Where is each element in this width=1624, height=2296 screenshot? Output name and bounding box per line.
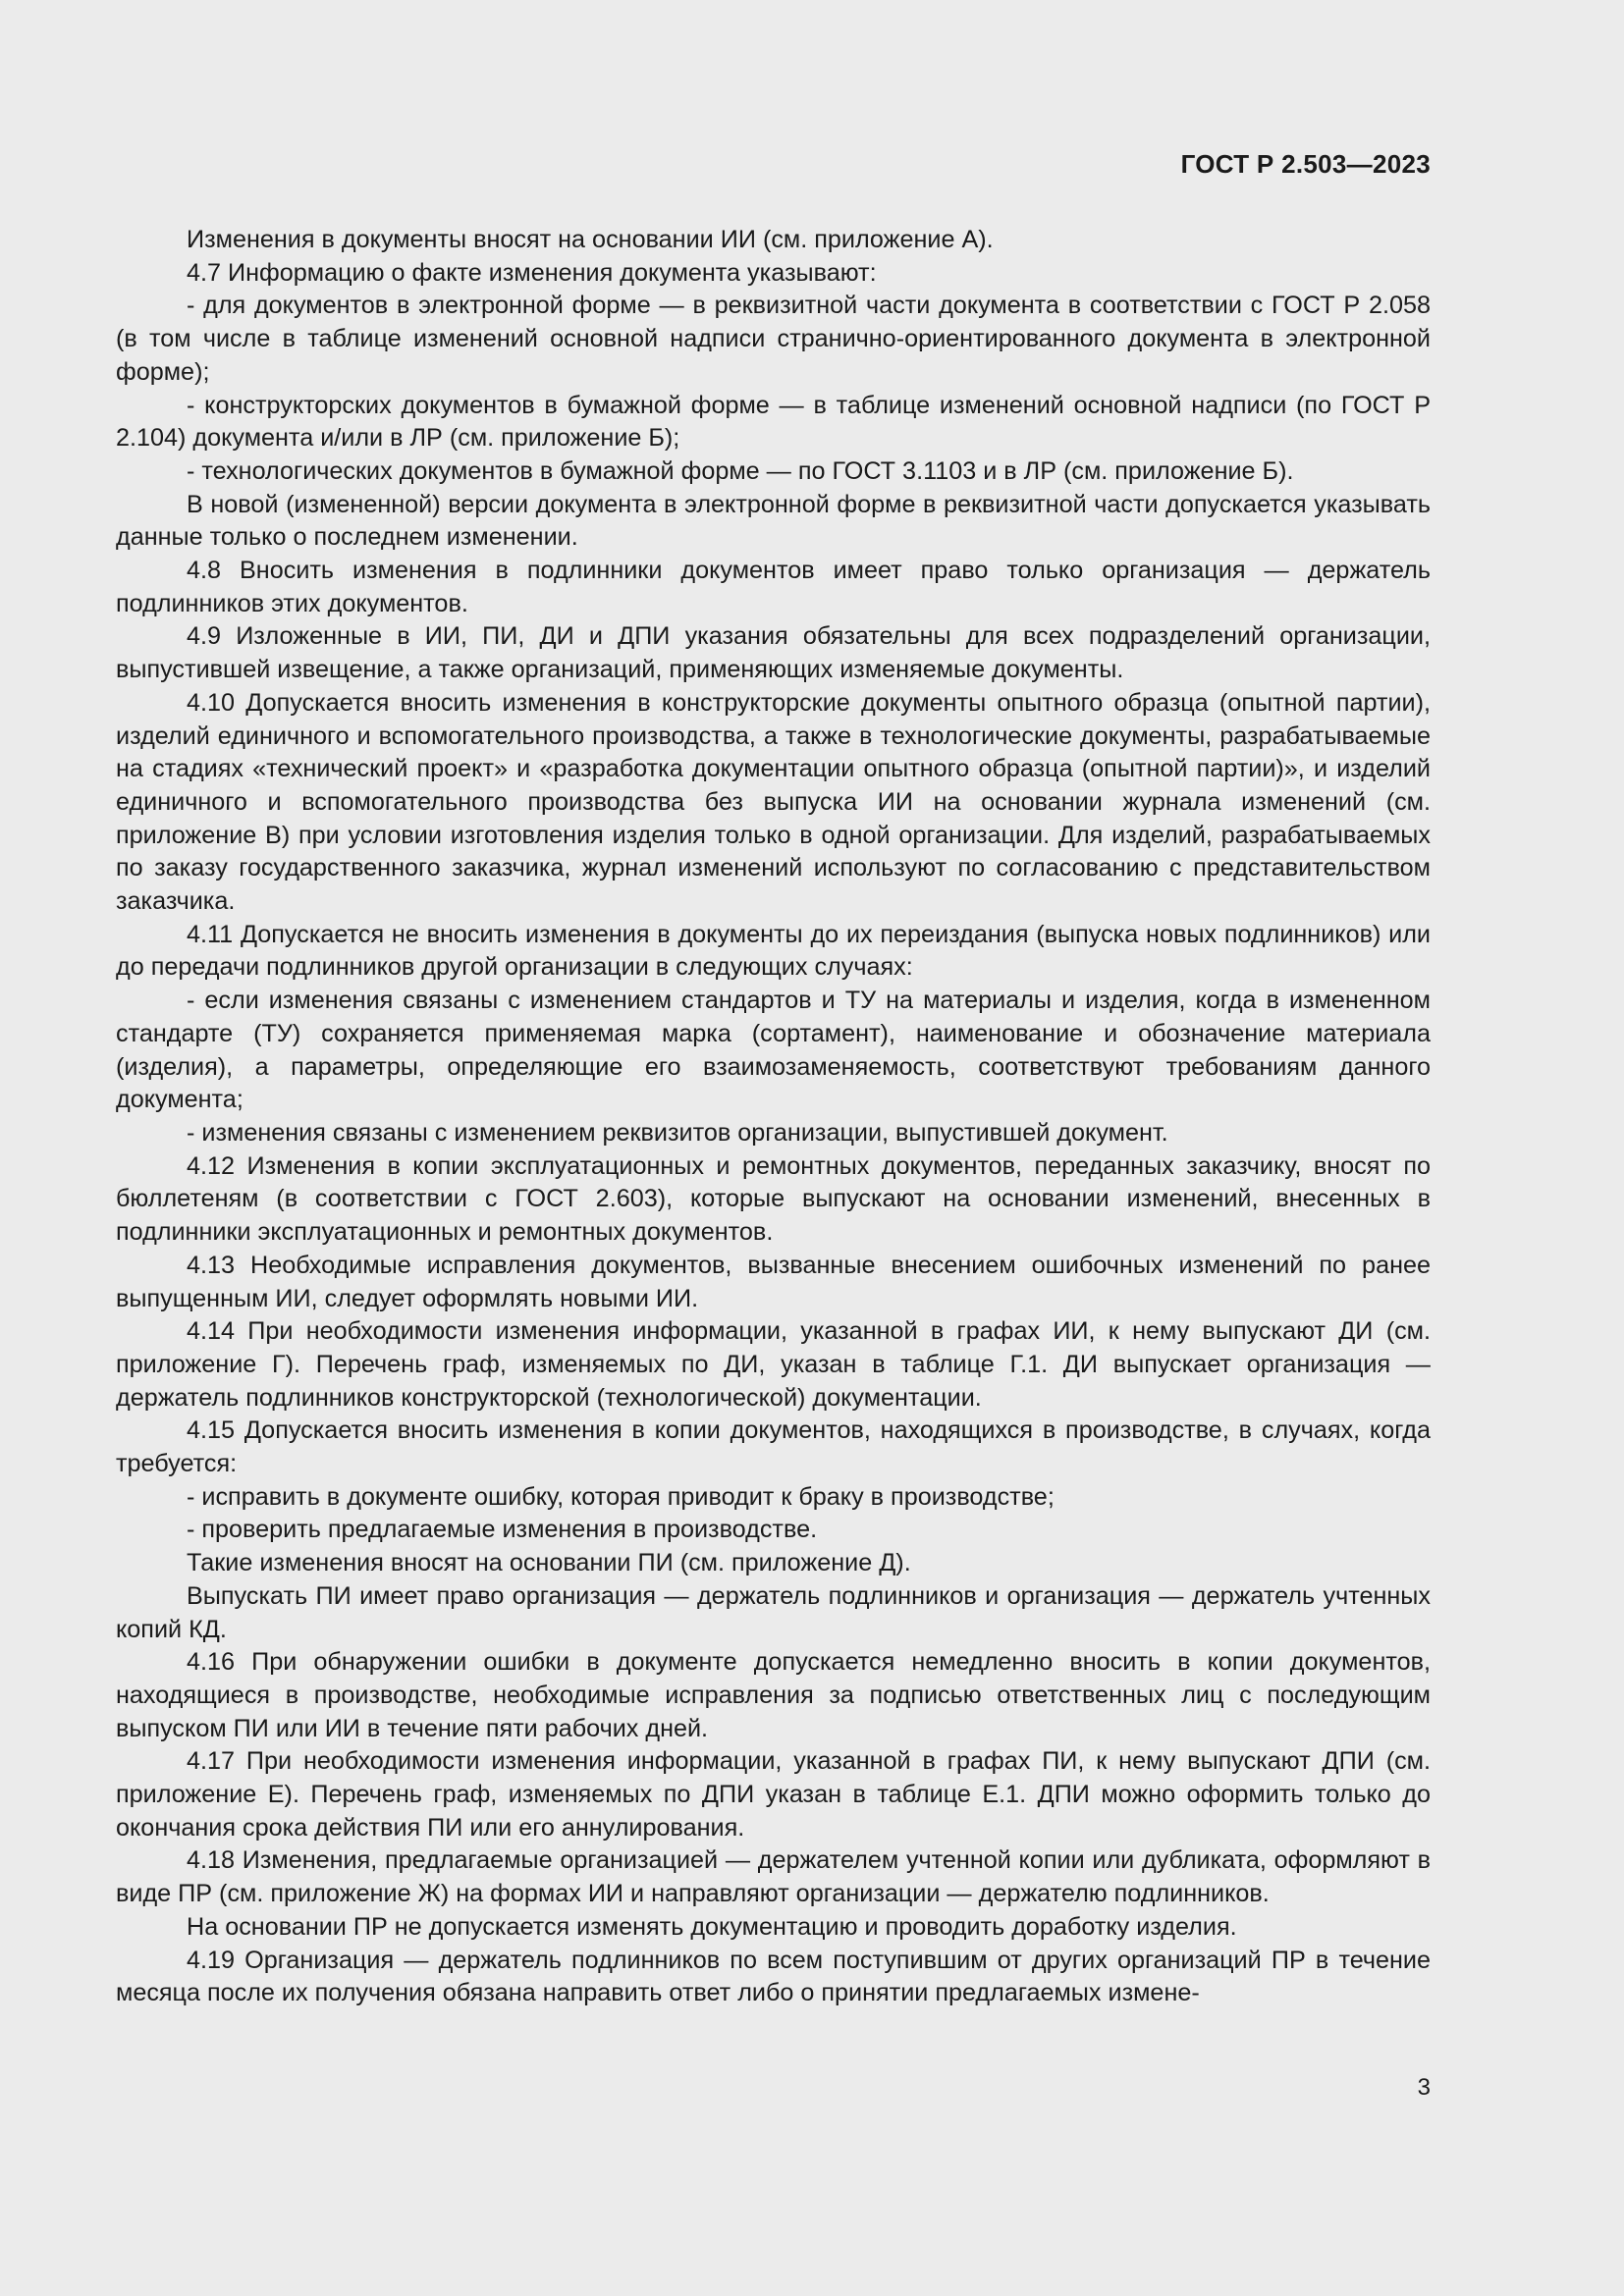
list-item: - конструкторских документов в бумажной форме — в таблице изменений основной надписи (по ГОСТ Р 2.104) документа и/или в ЛР (см. приложение Б); bbox=[116, 391, 1431, 453]
paragraph-4-13: 4.13 Необходимые исправления документов, вызванные внесением ошибочных изменений по ранее выпущенным ИИ, следует оформлять новыми ИИ. bbox=[116, 1251, 1431, 1312]
document-body bbox=[116, 224, 1431, 2010]
list-item: - изменения связаны с изменением реквизитов организации, выпустившей документ. bbox=[187, 1118, 1168, 1147]
paragraph-4-19: 4.19 Организация — держатель подлинников по всем поступившим от других организаций ПР в течение месяца после их получения обязана направить ответ либо о принятии предлагаемых измене- bbox=[116, 1946, 1431, 2007]
list-item: - если изменения связаны с изменением стандартов и ТУ на материалы и изделия, когда в измененном стандарте (ТУ) сохраняется применяемая марка (сортамент), наименование и обозначение материала (изделия), а параметры, определяющие его взаимозаменяемость, соответствуют требованиям данного документа; bbox=[116, 987, 1431, 1114]
paragraph-4-10: 4.10 Допускается вносить изменения в конструкторские документы опытного образца (опытной партии), изделий единичного и вспомогательного производства, а также в технологические документы, разрабатываемые на стадиях «технический проект» и «разработка документации опытного образца (опытной партии)», и изделий единичного и вспомогательного производства без выпуска ИИ на основании журнала изменений (см. приложение В) при условии изготовления изделия только в одной организации. Для изделий, разрабатываемых по заказу государственного заказчика, журнал изменений используют по согласованию с представительством заказчика. bbox=[116, 688, 1431, 916]
paragraph-4-7: 4.7 Информацию о факте изменения документа указывают: bbox=[187, 258, 877, 287]
paragraph: В новой (измененной) версии документа в электронной форме в реквизитной части допускается указывать данные только о последнем изменении. bbox=[116, 490, 1431, 552]
page-number: 3 bbox=[1417, 2074, 1431, 2101]
paragraph-4-17: 4.17 При необходимости изменения информации, указанной в графах ПИ, к нему выпускают ДПИ (см. приложение Е). Перечень граф, изменяемых по ДПИ указан в таблице Е.1. ДПИ можно оформить только до окончания срока действия ПИ или его аннулирования. bbox=[116, 1747, 1431, 1842]
list-item: - исправить в документе ошибку, которая приводит к браку в производстве; bbox=[187, 1482, 1055, 1511]
paragraph-4-16: 4.16 При обнаружении ошибки в документе допускается немедленно вносить в копии документов, находящиеся в производстве, необходимые исправления за подписью ответственных лиц с последующим выпуском ПИ или ИИ в течение пяти рабочих дней. bbox=[116, 1648, 1431, 1742]
paragraph-4-11: 4.11 Допускается не вносить изменения в документы до их переиздания (выпуска новых подлинников) или до передачи подлинников другой организации в следующих случаях: bbox=[116, 920, 1431, 982]
paragraph-4-9: 4.9 Изложенные в ИИ, ПИ, ДИ и ДПИ указания обязательны для всех подразделений организации, выпустившей извещение, а также организаций, применяющих изменяемые документы. bbox=[116, 622, 1431, 684]
list-item: - для документов в электронной форме — в реквизитной части документа в соответствии с ГОСТ Р 2.058 (в том числе в таблице изменений основной надписи странично-ориентированного документа в электронной форме); bbox=[116, 292, 1431, 386]
paragraph-4-18: 4.18 Изменения, предлагаемые организацией — держателем учтенной копии или дубликата, оформляют в виде ПР (см. приложение Ж) на формах ИИ и направляют организации — держателю подлинников. bbox=[116, 1846, 1431, 1908]
document-code-header: ГОСТ Р 2.503—2023 bbox=[1180, 149, 1431, 179]
list-item: - проверить предлагаемые изменения в производстве. bbox=[187, 1516, 818, 1544]
paragraph-4-14: 4.14 При необходимости изменения информации, указанной в графах ИИ, к нему выпускают ДИ (см. приложение Г). Перечень граф, изменяемых по ДИ, указан в таблице Г.1. ДИ выпускает организация — держатель подлинников конструкторской (технологической) документации. bbox=[116, 1317, 1431, 1412]
paragraph: Такие изменения вносят на основании ПИ (см. приложение Д). bbox=[187, 1549, 911, 1577]
paragraph: На основании ПР не допускается изменять документацию и проводить доработку изделия. bbox=[187, 1912, 1237, 1941]
list-item: - технологических документов в бумажной форме — по ГОСТ 3.1103 и в ЛР (см. приложение Б). bbox=[187, 456, 1294, 485]
paragraph-4-12: 4.12 Изменения в копии эксплуатационных и ремонтных документов, переданных заказчику, вносят по бюллетеням (в соответствии с ГОСТ 2.603), которые выпускают на основании изменений, внесенных в подлинники эксплуатационных и ремонтных документов. bbox=[116, 1151, 1431, 1247]
paragraph: Изменения в документы вносят на основании ИИ (см. приложение А). bbox=[187, 226, 994, 253]
paragraph-4-8: 4.8 Вносить изменения в подлинники документов имеет право только организация — держатель подлинников этих документов. bbox=[116, 557, 1431, 617]
paragraph: Выпускать ПИ имеет право организация — держатель подлинников и организация — держатель учтенных копий КД. bbox=[116, 1581, 1431, 1643]
paragraph-4-15: 4.15 Допускается вносить изменения в копии документов, находящихся в производстве, в случаях, когда требуется: bbox=[116, 1416, 1431, 1478]
